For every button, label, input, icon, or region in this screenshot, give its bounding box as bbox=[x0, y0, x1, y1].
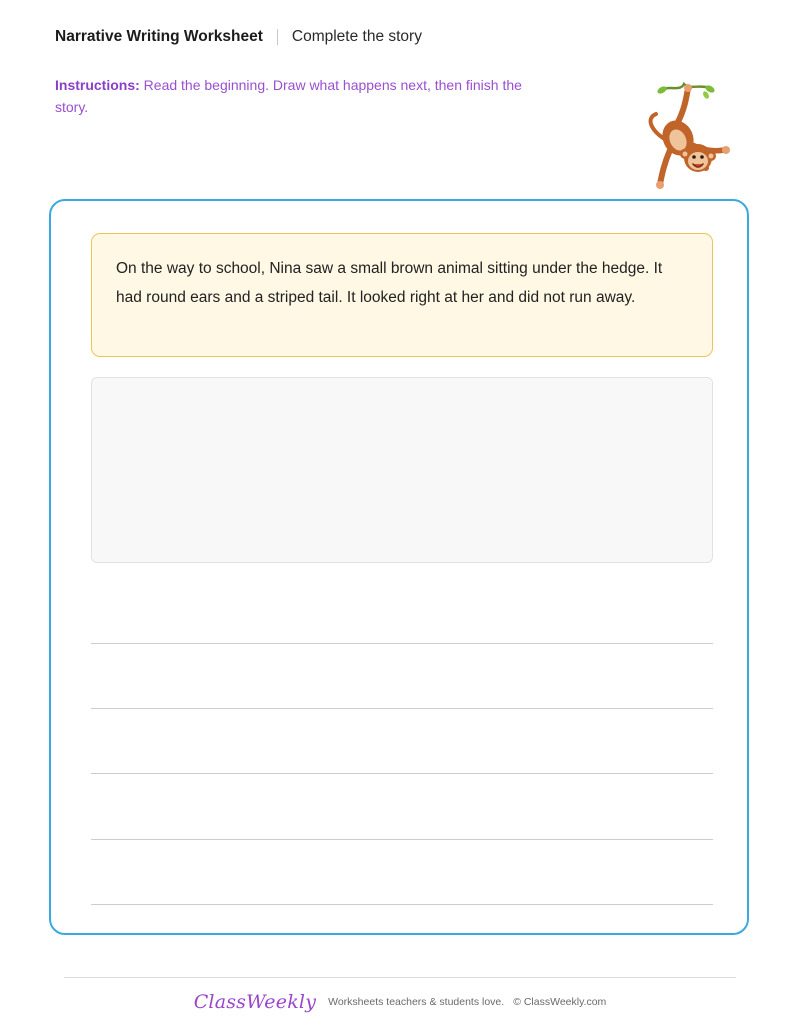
footer-tagline: Worksheets teachers & students love. bbox=[328, 996, 505, 1008]
footer bbox=[0, 989, 800, 1015]
instructions-text: Read the beginning. Draw what happens next, then finish the story. bbox=[55, 77, 522, 115]
worksheet-subtitle: Complete the story bbox=[291, 28, 422, 45]
instructions-label: Instructions: bbox=[55, 77, 140, 93]
brand-logo: ClassWeekly bbox=[193, 991, 317, 1013]
story-beginning-box: On the way to school, Nina saw a small brown animal sitting under the hedge. It had round ears and a striped tail. It looked right at her and did not run away. bbox=[91, 233, 713, 357]
worksheet-header bbox=[55, 26, 422, 48]
writing-line[interactable] bbox=[91, 773, 713, 774]
footer-divider bbox=[64, 977, 736, 978]
footer-copyright: © ClassWeekly.com bbox=[513, 996, 607, 1008]
monkey-icon bbox=[640, 80, 740, 195]
worksheet-card bbox=[49, 199, 749, 935]
writing-line[interactable] bbox=[91, 708, 713, 709]
instructions bbox=[55, 74, 545, 118]
writing-line[interactable] bbox=[91, 839, 713, 840]
writing-line[interactable] bbox=[91, 643, 713, 644]
writing-line[interactable] bbox=[91, 904, 713, 905]
worksheet-title: Narrative Writing Worksheet bbox=[55, 28, 263, 45]
drawing-area[interactable] bbox=[91, 377, 713, 563]
header-divider bbox=[277, 29, 278, 45]
